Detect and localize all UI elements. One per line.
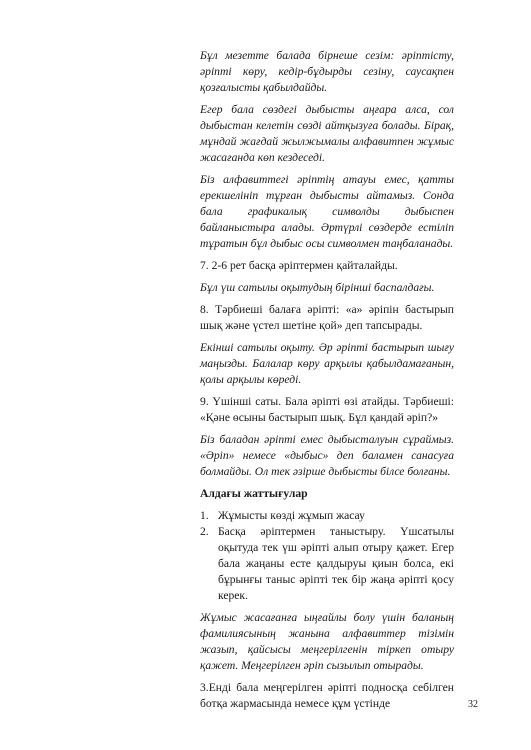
list-item-1 bbox=[200, 508, 454, 524]
paragraph-6: 8. Тәрбиеші балаға әріпті: «а» әріпін бастырып шық және үстел шетіне қой» деп тапсырады. bbox=[200, 303, 454, 332]
list-item-text: Басқа әріптермен таныстыру. Үшсатылы оқытуда тек үш әріпті алып отыру қажет. Егер бала жаңаны есте қалдыруы қиын болса, екі бұрынғы таныс әріпті тек бір жаңа әріпті қосу керек. bbox=[218, 525, 454, 602]
list-item-2 bbox=[200, 524, 454, 604]
paragraph-1: Бұл мезетте балада бірнеше сезім: әріптісту, әріпті көру, кедір-бұдырды сезіну, саусақпен қозғалысты қабылдайды. bbox=[200, 49, 454, 94]
list-item-number: 2. bbox=[200, 525, 209, 538]
paragraph-10: Жұмыс жасағанға ыңғайлы болу үшін баланың фамилиясының жанына алфавиттер тізімін жазып, қайсысы меңгерілгенін тіркеп отыру қажет. Меңгерілген әріп сызылып отырады. bbox=[200, 611, 454, 672]
list-item-number: 1. bbox=[200, 509, 209, 522]
paragraph-4: 7. 2-6 рет басқа әріптермен қайталайды. bbox=[200, 259, 398, 272]
paragraph-2: Егер бала сөздегі дыбысты аңғара алса, сол дыбыстан келетін сөзді айтқызуға болады. Бірақ, мұндай жағдай жылжымалы алфавитпен жұмыс жасағанда көп кездеседі. bbox=[200, 103, 454, 164]
exercise-list bbox=[200, 508, 454, 604]
paragraph-8: 9. Үшінші саты. Бала әріпті өзі атайды. Тәрбиеші: «Қәне өсыны бастырып шық. Бұл қандай әріп?» bbox=[200, 395, 454, 424]
section-heading: Алдағы жаттығулар bbox=[200, 487, 308, 500]
paragraph-3: Біз алфавиттегі әріптің атауы емес, қатты ерекшелініп тұрған дыбысты айтамыз. Сонда бала графикалық символды дыбыспен байланыстыра алады. Әртүрлі сөздерде естіліп тұратын бұл дыбыс осы символмен таңбаланады. bbox=[200, 173, 454, 250]
list-item-text: Жұмысты көзді жұмып жасау bbox=[218, 509, 365, 522]
page-number: 32 bbox=[468, 699, 478, 710]
paragraph-9: Біз баладан әріпті емес дыбысталуын сұраймыз. «Әріп» немесе «дыбыс» деп баламен санасуға болмайды. Ол тек әзірше дыбысты білсе болғаны. bbox=[200, 433, 454, 478]
paragraph-11: 3.Енді бала меңгерілген әріпті подносқа себілген ботқа жармасында немесе құм үстінде bbox=[200, 681, 454, 710]
page-content bbox=[200, 48, 454, 718]
paragraph-5: Бұл үш сатылы оқытудың бірінші баспалдағы. bbox=[200, 281, 435, 294]
paragraph-7: Екінші сатылы оқыту. Әр әріпті бастырып шығу маңызды. Балалар көру арқылы қабылдамағанын, қолы арқылы көреді. bbox=[200, 341, 454, 386]
